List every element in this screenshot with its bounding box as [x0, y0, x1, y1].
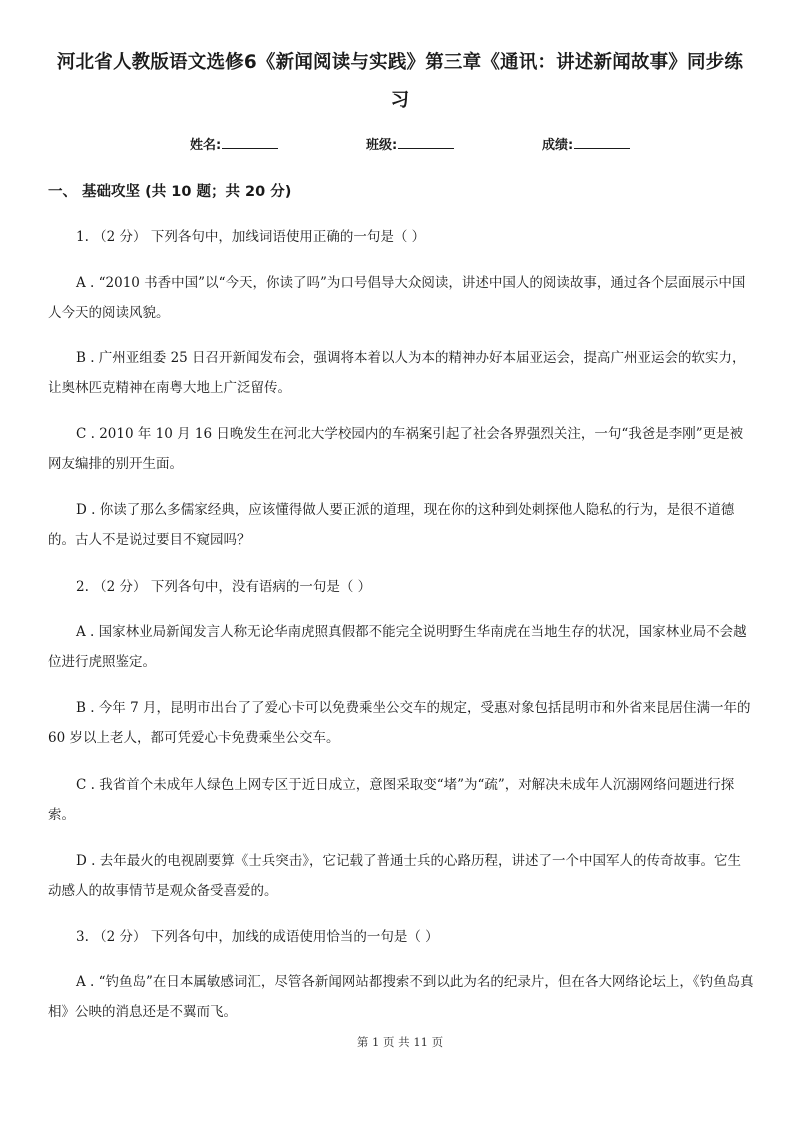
- question-3-stem: 3. （2 分） 下列各句中，加线的成语使用恰当的一句是（ ）: [76, 929, 439, 945]
- name-blank: [222, 135, 278, 149]
- page-footer: 第 1 页 共 11 页: [356, 1035, 444, 1049]
- student-info-row: [0, 134, 800, 156]
- question-1-option-b: B . 广州亚组委 25 日召开新闻发布会，强调将本着以人为本的精神办好本届亚运会，提高广州亚运会的软实力，让奥林匹克精神在南粤大地上广泛留传。: [48, 350, 746, 396]
- name-field: [190, 134, 278, 153]
- question-2-option-c: C . 我省首个未成年人绿色上网专区于近日成立，意图采取变“堵”为“疏”，对解决未成年人沉溺网络问题进行探索。: [48, 777, 735, 823]
- section-heading: 一、 基础攻坚 (共 10 题；共 20 分): [48, 184, 292, 200]
- name-label: 姓名:: [190, 138, 222, 153]
- question-1-option-c: C . 2010 年 10 月 16 日晚发生在河北大学校园内的车祸案引起了社会各界强烈关注，一句“我爸是李刚”更是被网友编排的别开生面。: [48, 426, 744, 472]
- question-1-option-d: D . 你读了那么多儒家经典，应该懂得做人要正派的道理，现在你的这种到处刺探他人隐私的行为，是很不道德的。古人不是说过要目不窥园吗？: [48, 502, 735, 548]
- score-blank: [574, 135, 630, 149]
- document-title: 河北省人教版语文选修6《新闻阅读与实践》第三章《通讯：讲述新闻故事》同步练习: [56, 52, 744, 111]
- class-field: [366, 134, 454, 153]
- question-2-option-d: D . 去年最火的电视剧要算《士兵突击》，它记载了普通士兵的心路历程，讲述了一个中国军人的传奇故事。它生动感人的故事情节是观众备受喜爱的。: [48, 853, 741, 899]
- class-blank: [398, 135, 454, 149]
- question-3-option-a: A . “钓鱼岛”在日本属敏感词汇，尽管各新闻网站都搜索不到以此为名的纪录片，但在各大网络论坛上，《钓鱼岛真相》公映的消息还是不翼而飞。: [48, 974, 754, 1020]
- question-2-option-b: B . 今年 7 月，昆明市出台了了爱心卡可以免费乘坐公交车的规定，受惠对象包括昆明市和外省来昆居住满一年的 60 岁以上老人，都可凭爱心卡免费乘坐公交车。: [48, 700, 751, 746]
- class-label: 班级:: [366, 138, 398, 153]
- score-field: [542, 134, 630, 153]
- question-2-stem: 2. （2 分） 下列各句中，没有语病的一句是（ ）: [76, 579, 372, 595]
- question-2-option-a: A . 国家林业局新闻发言人称无论华南虎照真假都不能完全说明野生华南虎在当地生存的状况，国家林业局不会越位进行虎照鉴定。: [48, 624, 747, 670]
- score-label: 成绩:: [542, 138, 574, 153]
- question-1-stem: 1. （2 分） 下列各句中，加线词语使用正确的一句是（ ）: [76, 229, 426, 245]
- question-1-option-a: A . “2010 书香中国”以“今天，你读了吗”为口号倡导大众阅读，讲述中国人的阅读故事，通过各个层面展示中国人今天的阅读风貌。: [48, 275, 746, 321]
